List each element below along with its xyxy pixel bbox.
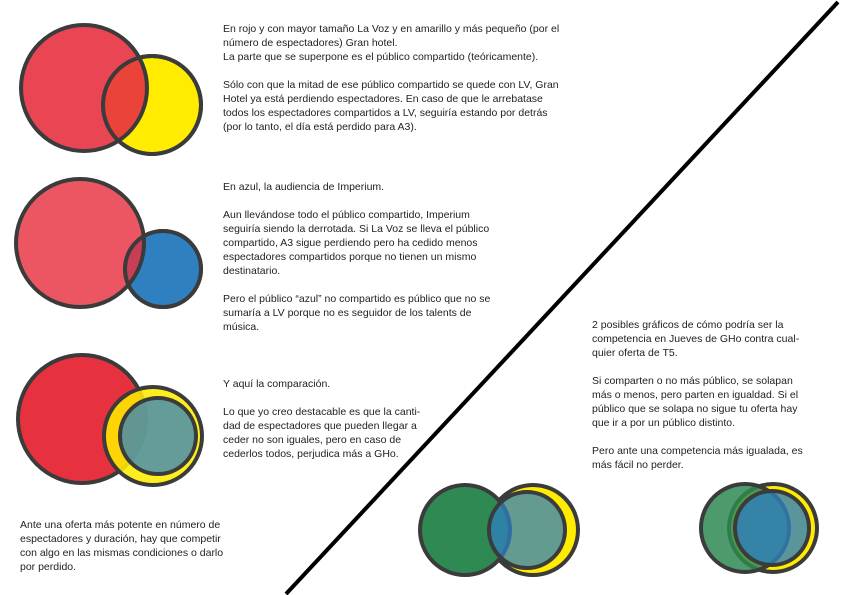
text-line: Hotel ya está perdiendo espectadores. En caso de que le arrebatase (223, 93, 543, 105)
circle-red (21, 25, 147, 151)
text-line: La parte que se superpone es el público compartido (teóricamente). (223, 51, 539, 63)
circle-blue (120, 398, 196, 474)
text-line: Sólo con que la mitad de ese público compartido se quede con LV, Gran (223, 79, 559, 91)
text-line: Aun llevándose todo el público compartido, Imperium (223, 209, 470, 221)
text-line: En rojo y con mayor tamaño La Voz y en amarillo y más pequeño (por el (223, 23, 560, 35)
text-line: Pero el público “azul” no compartido es público que no se (223, 293, 491, 305)
text-line: más fácil no perder. (592, 459, 684, 471)
text-line: espectadores y duración, hay que competir (20, 533, 221, 545)
text-line: por perdido. (20, 561, 77, 573)
text-line: música. (223, 321, 260, 333)
text-line: más o menos, pero parten en igualdad. Si el (592, 389, 799, 401)
text-line: Ante una oferta más potente en número de (20, 519, 221, 531)
text-block-1 (223, 22, 559, 134)
text-line: público que se solapa no sigue tu oferta hay (592, 403, 798, 415)
text-block-right (592, 318, 803, 472)
circle-blue (735, 491, 809, 565)
venn-green-yellow-partial (420, 485, 578, 575)
text-line: (por lo tanto, el día está perdido para A3). (223, 121, 417, 133)
venn-red-yellow (21, 25, 201, 154)
text-line: Si comparten o no más público, se solapan (592, 375, 793, 387)
text-line: que ir a por un público distinto. (592, 417, 736, 429)
text-line: destinatario. (223, 265, 281, 277)
text-line: dad de espectadores que pueden llegar a (223, 420, 417, 432)
text-line: ceder no son iguales, pero en caso de (223, 434, 402, 446)
venn-red-blue (16, 179, 201, 307)
text-line: compartido, A3 sigue perdiendo pero ha cedido menos (223, 237, 478, 249)
text-block-3 (223, 377, 420, 461)
text-line: En azul, la audiencia de Imperium. (223, 181, 385, 193)
text-line: seguiría siendo la derrotada. Si La Voz se lleva el público (223, 223, 490, 235)
venn-comparison (18, 355, 202, 485)
text-block-2 (223, 180, 490, 334)
text-line: Y aquí la comparación. (223, 378, 331, 390)
text-line: Lo que yo creo destacable es que la canti- (223, 406, 421, 418)
text-line: espectadores compartidos porque no tienen un mismo (223, 251, 477, 263)
text-line: sumaría a LV porque no es seguidor de los talents de (223, 307, 472, 319)
text-line: 2 posibles gráficos de cómo podría ser la (592, 319, 784, 331)
text-line: número de espectadores) Gran hotel. (223, 37, 398, 49)
text-line: competencia en Jueves de GHo contra cual- (592, 333, 800, 345)
venn-green-yellow-overlap (701, 484, 817, 572)
text-line: con algo en las mismas condiciones o darlo (20, 547, 224, 559)
text-block-bottom-left (20, 518, 223, 574)
text-line: todos los espectadores compartidos a LV, seguiría estando por detrás (223, 107, 548, 119)
text-line: Pero ante una competencia más igualada, es (592, 445, 803, 457)
text-line: cederlos todos, perjudica más a GHo. (223, 448, 399, 460)
circle-blue (489, 492, 565, 568)
text-line: quier oferta de T5. (592, 347, 678, 359)
circle-red (16, 179, 144, 307)
